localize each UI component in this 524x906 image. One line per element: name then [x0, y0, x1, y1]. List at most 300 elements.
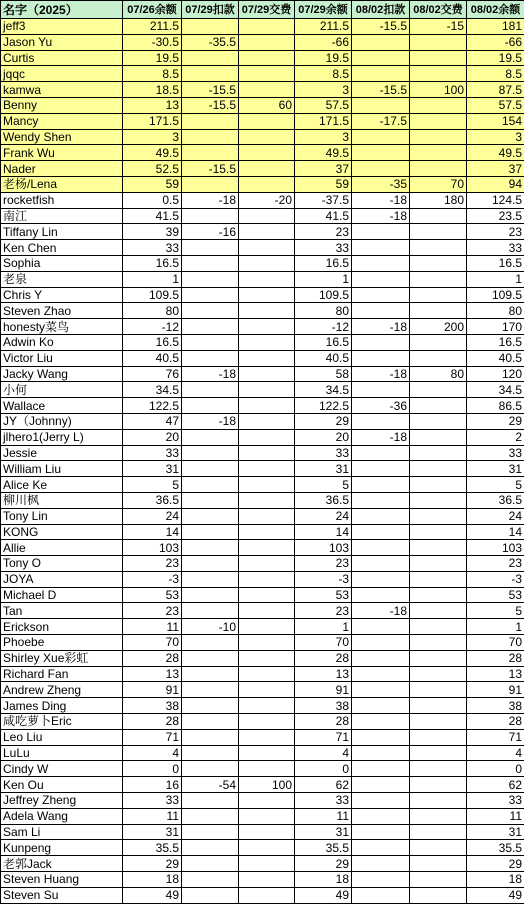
- balance-0802-cell[interactable]: 24: [467, 508, 524, 524]
- balance-0726-cell[interactable]: 16.5: [123, 255, 182, 271]
- balance-0726-cell[interactable]: 52.5: [123, 161, 182, 177]
- deduction-0802-cell[interactable]: [352, 761, 410, 777]
- payment-0802-cell[interactable]: [410, 429, 467, 445]
- payment-0729-cell[interactable]: [239, 477, 295, 493]
- balance-0802-cell[interactable]: 71: [467, 729, 524, 745]
- balance-0726-cell[interactable]: 4: [123, 745, 182, 761]
- name-cell[interactable]: kamwa: [1, 82, 123, 98]
- balance-0729-cell[interactable]: 0: [295, 761, 352, 777]
- deduction-0802-cell[interactable]: -35: [352, 176, 410, 192]
- deduction-0729-cell[interactable]: -15.5: [182, 82, 239, 98]
- deduction-0729-cell[interactable]: [182, 571, 239, 587]
- payment-0729-cell[interactable]: [239, 492, 295, 508]
- payment-0802-cell[interactable]: [410, 603, 467, 619]
- payment-0729-cell[interactable]: [239, 382, 295, 398]
- balance-0729-cell[interactable]: 70: [295, 635, 352, 651]
- payment-0729-cell[interactable]: [239, 303, 295, 319]
- balance-0729-cell[interactable]: 18: [295, 872, 352, 888]
- name-cell[interactable]: Sophia: [1, 255, 123, 271]
- balance-0729-cell[interactable]: 23: [295, 556, 352, 572]
- payment-0729-cell[interactable]: [239, 334, 295, 350]
- payment-0802-cell[interactable]: [410, 145, 467, 161]
- balance-0726-cell[interactable]: 71: [123, 729, 182, 745]
- balance-0802-cell[interactable]: 80: [467, 303, 524, 319]
- deduction-0802-cell[interactable]: -15.5: [352, 19, 410, 35]
- payment-0802-cell[interactable]: [410, 334, 467, 350]
- deduction-0802-cell[interactable]: [352, 540, 410, 556]
- payment-0729-cell[interactable]: [239, 50, 295, 66]
- payment-0802-cell[interactable]: [410, 761, 467, 777]
- balance-0729-cell[interactable]: 35.5: [295, 840, 352, 856]
- deduction-0729-cell[interactable]: [182, 429, 239, 445]
- balance-0802-cell[interactable]: 28: [467, 714, 524, 730]
- payment-0802-cell[interactable]: 180: [410, 192, 467, 208]
- deduction-0729-cell[interactable]: [182, 666, 239, 682]
- balance-0726-cell[interactable]: 18.5: [123, 82, 182, 98]
- balance-0729-cell[interactable]: 36.5: [295, 492, 352, 508]
- deduction-0729-cell[interactable]: [182, 176, 239, 192]
- name-cell[interactable]: KONG: [1, 524, 123, 540]
- balance-0726-cell[interactable]: 8.5: [123, 66, 182, 82]
- balance-0726-cell[interactable]: 171.5: [123, 113, 182, 129]
- balance-0802-cell[interactable]: 14: [467, 524, 524, 540]
- balance-0729-cell[interactable]: 211.5: [295, 19, 352, 35]
- deduction-0729-cell[interactable]: [182, 208, 239, 224]
- balance-0802-cell[interactable]: 23: [467, 556, 524, 572]
- balance-0802-cell[interactable]: 33: [467, 240, 524, 256]
- payment-0802-cell[interactable]: [410, 113, 467, 129]
- payment-0729-cell[interactable]: [239, 698, 295, 714]
- balance-0726-cell[interactable]: 109.5: [123, 287, 182, 303]
- balance-0729-cell[interactable]: 14: [295, 524, 352, 540]
- balance-0726-cell[interactable]: 5: [123, 477, 182, 493]
- name-cell[interactable]: rocketfish: [1, 192, 123, 208]
- deduction-0802-cell[interactable]: [352, 745, 410, 761]
- deduction-0802-cell[interactable]: [352, 682, 410, 698]
- balance-0726-cell[interactable]: 49.5: [123, 145, 182, 161]
- balance-0729-cell[interactable]: 33: [295, 793, 352, 809]
- payment-0802-cell[interactable]: [410, 461, 467, 477]
- balance-0726-cell[interactable]: 34.5: [123, 382, 182, 398]
- balance-0726-cell[interactable]: 1: [123, 271, 182, 287]
- balance-0726-cell[interactable]: 47: [123, 413, 182, 429]
- name-cell[interactable]: JOYA: [1, 571, 123, 587]
- payment-0729-cell[interactable]: [239, 887, 295, 903]
- deduction-0729-cell[interactable]: [182, 350, 239, 366]
- balance-0726-cell[interactable]: 13: [123, 666, 182, 682]
- payment-0729-cell[interactable]: [239, 729, 295, 745]
- payment-0729-cell[interactable]: [239, 524, 295, 540]
- balance-0802-cell[interactable]: 18: [467, 872, 524, 888]
- payment-0802-cell[interactable]: [410, 698, 467, 714]
- deduction-0729-cell[interactable]: [182, 650, 239, 666]
- deduction-0802-cell[interactable]: [352, 350, 410, 366]
- balance-0726-cell[interactable]: 28: [123, 714, 182, 730]
- deduction-0802-cell[interactable]: [352, 856, 410, 872]
- name-cell[interactable]: Chris Y: [1, 287, 123, 303]
- balance-0802-cell[interactable]: 154: [467, 113, 524, 129]
- balance-0729-cell[interactable]: 103: [295, 540, 352, 556]
- balance-0729-cell[interactable]: 41.5: [295, 208, 352, 224]
- balance-0729-cell[interactable]: 1: [295, 619, 352, 635]
- name-cell[interactable]: Adwin Ko: [1, 334, 123, 350]
- name-cell[interactable]: Richard Fan: [1, 666, 123, 682]
- deduction-0802-cell[interactable]: [352, 824, 410, 840]
- name-cell[interactable]: Andrew Zheng: [1, 682, 123, 698]
- name-cell[interactable]: JY（Johnny): [1, 413, 123, 429]
- payment-0729-cell[interactable]: [239, 208, 295, 224]
- deduction-0729-cell[interactable]: [182, 66, 239, 82]
- balance-0729-cell[interactable]: 29: [295, 413, 352, 429]
- balance-0729-cell[interactable]: -3: [295, 571, 352, 587]
- payment-0729-cell[interactable]: [239, 761, 295, 777]
- name-cell[interactable]: 咸吃萝卜Eric: [1, 714, 123, 730]
- payment-0729-cell[interactable]: [239, 240, 295, 256]
- deduction-0802-cell[interactable]: [352, 287, 410, 303]
- column-header-0802-balance[interactable]: 08/02余额: [467, 1, 524, 19]
- balance-0802-cell[interactable]: 2: [467, 429, 524, 445]
- balance-0802-cell[interactable]: 181: [467, 19, 524, 35]
- payment-0729-cell[interactable]: [239, 872, 295, 888]
- payment-0729-cell[interactable]: [239, 571, 295, 587]
- payment-0729-cell[interactable]: [239, 255, 295, 271]
- balance-0729-cell[interactable]: 71: [295, 729, 352, 745]
- payment-0802-cell[interactable]: [410, 682, 467, 698]
- deduction-0729-cell[interactable]: [182, 398, 239, 414]
- payment-0729-cell[interactable]: [239, 161, 295, 177]
- name-cell[interactable]: Wallace: [1, 398, 123, 414]
- name-cell[interactable]: Tony O: [1, 556, 123, 572]
- name-cell[interactable]: Leo Liu: [1, 729, 123, 745]
- balance-0802-cell[interactable]: 38: [467, 698, 524, 714]
- balance-0802-cell[interactable]: 31: [467, 824, 524, 840]
- balance-0726-cell[interactable]: 39: [123, 224, 182, 240]
- balance-0802-cell[interactable]: 28: [467, 650, 524, 666]
- name-cell[interactable]: honesty菜鸟: [1, 319, 123, 335]
- name-cell[interactable]: Steven Huang: [1, 872, 123, 888]
- balance-0729-cell[interactable]: 4: [295, 745, 352, 761]
- deduction-0802-cell[interactable]: [352, 524, 410, 540]
- payment-0802-cell[interactable]: [410, 287, 467, 303]
- name-cell[interactable]: Phoebe: [1, 635, 123, 651]
- payment-0802-cell[interactable]: 200: [410, 319, 467, 335]
- deduction-0729-cell[interactable]: [182, 635, 239, 651]
- balance-0726-cell[interactable]: 0: [123, 761, 182, 777]
- name-cell[interactable]: 老郭Jack: [1, 856, 123, 872]
- balance-0726-cell[interactable]: 23: [123, 556, 182, 572]
- balance-0726-cell[interactable]: 41.5: [123, 208, 182, 224]
- deduction-0802-cell[interactable]: -18: [352, 603, 410, 619]
- deduction-0802-cell[interactable]: [352, 556, 410, 572]
- payment-0729-cell[interactable]: [239, 319, 295, 335]
- balance-0726-cell[interactable]: 23: [123, 603, 182, 619]
- payment-0802-cell[interactable]: [410, 303, 467, 319]
- deduction-0802-cell[interactable]: [352, 635, 410, 651]
- payment-0802-cell[interactable]: [410, 66, 467, 82]
- deduction-0729-cell[interactable]: [182, 334, 239, 350]
- deduction-0729-cell[interactable]: [182, 887, 239, 903]
- payment-0729-cell[interactable]: [239, 840, 295, 856]
- balance-0802-cell[interactable]: 87.5: [467, 82, 524, 98]
- name-cell[interactable]: jeff3: [1, 19, 123, 35]
- deduction-0802-cell[interactable]: -15.5: [352, 82, 410, 98]
- deduction-0729-cell[interactable]: [182, 145, 239, 161]
- payment-0729-cell[interactable]: [239, 82, 295, 98]
- payment-0729-cell[interactable]: [239, 635, 295, 651]
- balance-0802-cell[interactable]: 23: [467, 224, 524, 240]
- balance-0802-cell[interactable]: 8.5: [467, 66, 524, 82]
- payment-0729-cell[interactable]: [239, 856, 295, 872]
- balance-0729-cell[interactable]: 23: [295, 603, 352, 619]
- balance-0726-cell[interactable]: 16: [123, 777, 182, 793]
- balance-0729-cell[interactable]: 11: [295, 808, 352, 824]
- payment-0729-cell[interactable]: [239, 603, 295, 619]
- deduction-0729-cell[interactable]: [182, 461, 239, 477]
- balance-0802-cell[interactable]: 170: [467, 319, 524, 335]
- name-cell[interactable]: 小何: [1, 382, 123, 398]
- deduction-0729-cell[interactable]: [182, 856, 239, 872]
- name-cell[interactable]: Adela Wang: [1, 808, 123, 824]
- deduction-0729-cell[interactable]: [182, 382, 239, 398]
- balance-0726-cell[interactable]: -3: [123, 571, 182, 587]
- deduction-0729-cell[interactable]: -15.5: [182, 97, 239, 113]
- balance-0802-cell[interactable]: 124.5: [467, 192, 524, 208]
- balance-0802-cell[interactable]: -3: [467, 571, 524, 587]
- balance-0729-cell[interactable]: 59: [295, 176, 352, 192]
- balance-0729-cell[interactable]: 23: [295, 224, 352, 240]
- deduction-0729-cell[interactable]: [182, 508, 239, 524]
- balance-0729-cell[interactable]: 29: [295, 856, 352, 872]
- balance-0802-cell[interactable]: 5: [467, 603, 524, 619]
- deduction-0729-cell[interactable]: -54: [182, 777, 239, 793]
- deduction-0729-cell[interactable]: [182, 840, 239, 856]
- balance-0802-cell[interactable]: 40.5: [467, 350, 524, 366]
- balance-0729-cell[interactable]: 20: [295, 429, 352, 445]
- balance-0729-cell[interactable]: 8.5: [295, 66, 352, 82]
- balance-0726-cell[interactable]: 33: [123, 240, 182, 256]
- balance-0802-cell[interactable]: 1: [467, 271, 524, 287]
- balance-0726-cell[interactable]: 18: [123, 872, 182, 888]
- name-cell[interactable]: Mancy: [1, 113, 123, 129]
- payment-0802-cell[interactable]: [410, 635, 467, 651]
- payment-0802-cell[interactable]: [410, 508, 467, 524]
- balance-0729-cell[interactable]: 58: [295, 366, 352, 382]
- payment-0802-cell[interactable]: [410, 587, 467, 603]
- deduction-0729-cell[interactable]: -18: [182, 413, 239, 429]
- balance-0729-cell[interactable]: 1: [295, 271, 352, 287]
- name-cell[interactable]: Michael D: [1, 587, 123, 603]
- column-header-0729-balance[interactable]: 07/29余额: [295, 1, 352, 19]
- balance-0729-cell[interactable]: 109.5: [295, 287, 352, 303]
- deduction-0729-cell[interactable]: [182, 50, 239, 66]
- payment-0802-cell[interactable]: 80: [410, 366, 467, 382]
- payment-0729-cell[interactable]: [239, 714, 295, 730]
- payment-0802-cell[interactable]: [410, 650, 467, 666]
- balance-0726-cell[interactable]: -30.5: [123, 34, 182, 50]
- payment-0802-cell[interactable]: [410, 714, 467, 730]
- deduction-0802-cell[interactable]: [352, 97, 410, 113]
- balance-0726-cell[interactable]: 29: [123, 856, 182, 872]
- name-cell[interactable]: Erickson: [1, 619, 123, 635]
- deduction-0802-cell[interactable]: [352, 413, 410, 429]
- balance-0726-cell[interactable]: 91: [123, 682, 182, 698]
- payment-0729-cell[interactable]: [239, 508, 295, 524]
- deduction-0802-cell[interactable]: [352, 461, 410, 477]
- name-cell[interactable]: Tan: [1, 603, 123, 619]
- balance-0802-cell[interactable]: 91: [467, 682, 524, 698]
- deduction-0802-cell[interactable]: [352, 224, 410, 240]
- balance-0726-cell[interactable]: 122.5: [123, 398, 182, 414]
- payment-0802-cell[interactable]: [410, 271, 467, 287]
- balance-0802-cell[interactable]: 57.5: [467, 97, 524, 113]
- name-cell[interactable]: James Ding: [1, 698, 123, 714]
- deduction-0802-cell[interactable]: [352, 477, 410, 493]
- name-cell[interactable]: Jacky Wang: [1, 366, 123, 382]
- deduction-0802-cell[interactable]: [352, 650, 410, 666]
- payment-0802-cell[interactable]: [410, 729, 467, 745]
- balance-0729-cell[interactable]: 37: [295, 161, 352, 177]
- deduction-0729-cell[interactable]: [182, 19, 239, 35]
- deduction-0729-cell[interactable]: -18: [182, 192, 239, 208]
- deduction-0729-cell[interactable]: [182, 587, 239, 603]
- payment-0729-cell[interactable]: [239, 413, 295, 429]
- payment-0802-cell[interactable]: [410, 129, 467, 145]
- name-cell[interactable]: Wendy Shen: [1, 129, 123, 145]
- balance-0802-cell[interactable]: 31: [467, 461, 524, 477]
- deduction-0802-cell[interactable]: -17.5: [352, 113, 410, 129]
- deduction-0729-cell[interactable]: [182, 524, 239, 540]
- deduction-0729-cell[interactable]: -16: [182, 224, 239, 240]
- payment-0802-cell[interactable]: [410, 808, 467, 824]
- column-header-0726-balance[interactable]: 07/26余额: [123, 1, 182, 19]
- balance-0729-cell[interactable]: 33: [295, 445, 352, 461]
- name-cell[interactable]: Jeffrey Zheng: [1, 793, 123, 809]
- balance-0802-cell[interactable]: 33: [467, 793, 524, 809]
- payment-0729-cell[interactable]: 100: [239, 777, 295, 793]
- payment-0729-cell[interactable]: [239, 66, 295, 82]
- payment-0802-cell[interactable]: [410, 350, 467, 366]
- payment-0729-cell[interactable]: [239, 176, 295, 192]
- balance-0726-cell[interactable]: 13: [123, 97, 182, 113]
- payment-0802-cell[interactable]: [410, 398, 467, 414]
- name-cell[interactable]: Sam Li: [1, 824, 123, 840]
- payment-0729-cell[interactable]: [239, 429, 295, 445]
- balance-0726-cell[interactable]: 76: [123, 366, 182, 382]
- deduction-0729-cell[interactable]: [182, 714, 239, 730]
- name-cell[interactable]: Steven Zhao: [1, 303, 123, 319]
- payment-0802-cell[interactable]: [410, 840, 467, 856]
- balance-0802-cell[interactable]: 53: [467, 587, 524, 603]
- payment-0802-cell[interactable]: [410, 224, 467, 240]
- balance-0729-cell[interactable]: -66: [295, 34, 352, 50]
- deduction-0802-cell[interactable]: [352, 445, 410, 461]
- balance-0726-cell[interactable]: 70: [123, 635, 182, 651]
- balance-0729-cell[interactable]: 16.5: [295, 334, 352, 350]
- balance-0729-cell[interactable]: 80: [295, 303, 352, 319]
- payment-0729-cell[interactable]: [239, 366, 295, 382]
- balance-0729-cell[interactable]: 13: [295, 666, 352, 682]
- balance-0802-cell[interactable]: 49: [467, 887, 524, 903]
- balance-0802-cell[interactable]: 35.5: [467, 840, 524, 856]
- payment-0729-cell[interactable]: [239, 145, 295, 161]
- name-cell[interactable]: Allie: [1, 540, 123, 556]
- balance-0802-cell[interactable]: 1: [467, 619, 524, 635]
- payment-0802-cell[interactable]: [410, 571, 467, 587]
- deduction-0802-cell[interactable]: [352, 729, 410, 745]
- name-cell[interactable]: Tiffany Lin: [1, 224, 123, 240]
- balance-0726-cell[interactable]: 31: [123, 461, 182, 477]
- deduction-0729-cell[interactable]: [182, 603, 239, 619]
- payment-0729-cell[interactable]: [239, 540, 295, 556]
- name-cell[interactable]: Frank Wu: [1, 145, 123, 161]
- balance-0726-cell[interactable]: 35.5: [123, 840, 182, 856]
- name-cell[interactable]: Curtis: [1, 50, 123, 66]
- deduction-0802-cell[interactable]: [352, 698, 410, 714]
- balance-0729-cell[interactable]: 19.5: [295, 50, 352, 66]
- payment-0802-cell[interactable]: [410, 413, 467, 429]
- payment-0802-cell[interactable]: [410, 445, 467, 461]
- name-cell[interactable]: 柳川枫: [1, 492, 123, 508]
- balance-0729-cell[interactable]: 3: [295, 129, 352, 145]
- deduction-0729-cell[interactable]: [182, 255, 239, 271]
- balance-0726-cell[interactable]: 103: [123, 540, 182, 556]
- column-header-0802-payment[interactable]: 08/02交费: [410, 1, 467, 19]
- balance-0802-cell[interactable]: 29: [467, 413, 524, 429]
- balance-0802-cell[interactable]: 33: [467, 445, 524, 461]
- deduction-0729-cell[interactable]: [182, 824, 239, 840]
- balance-0726-cell[interactable]: 11: [123, 808, 182, 824]
- deduction-0729-cell[interactable]: -35.5: [182, 34, 239, 50]
- payment-0729-cell[interactable]: [239, 34, 295, 50]
- balance-0726-cell[interactable]: 3: [123, 129, 182, 145]
- balance-0729-cell[interactable]: -12: [295, 319, 352, 335]
- balance-0726-cell[interactable]: 31: [123, 824, 182, 840]
- balance-0802-cell[interactable]: -66: [467, 34, 524, 50]
- balance-0726-cell[interactable]: 38: [123, 698, 182, 714]
- balance-0729-cell[interactable]: 34.5: [295, 382, 352, 398]
- deduction-0802-cell[interactable]: -18: [352, 366, 410, 382]
- balance-0729-cell[interactable]: 91: [295, 682, 352, 698]
- balance-0726-cell[interactable]: 33: [123, 793, 182, 809]
- payment-0802-cell[interactable]: [410, 492, 467, 508]
- payment-0802-cell[interactable]: [410, 97, 467, 113]
- deduction-0802-cell[interactable]: [352, 66, 410, 82]
- deduction-0729-cell[interactable]: [182, 287, 239, 303]
- deduction-0802-cell[interactable]: [352, 571, 410, 587]
- payment-0802-cell[interactable]: [410, 556, 467, 572]
- name-cell[interactable]: Benny: [1, 97, 123, 113]
- deduction-0729-cell[interactable]: -15.5: [182, 161, 239, 177]
- balance-0729-cell[interactable]: 62: [295, 777, 352, 793]
- deduction-0802-cell[interactable]: -18: [352, 429, 410, 445]
- balance-0729-cell[interactable]: 38: [295, 698, 352, 714]
- payment-0729-cell[interactable]: [239, 619, 295, 635]
- balance-0729-cell[interactable]: 28: [295, 650, 352, 666]
- deduction-0802-cell[interactable]: [352, 240, 410, 256]
- deduction-0729-cell[interactable]: [182, 872, 239, 888]
- balance-0729-cell[interactable]: 31: [295, 461, 352, 477]
- balance-0802-cell[interactable]: 37: [467, 161, 524, 177]
- balance-0729-cell[interactable]: -37.5: [295, 192, 352, 208]
- balance-0729-cell[interactable]: 122.5: [295, 398, 352, 414]
- balance-0729-cell[interactable]: 16.5: [295, 255, 352, 271]
- payment-0729-cell[interactable]: [239, 271, 295, 287]
- balance-0802-cell[interactable]: 94: [467, 176, 524, 192]
- payment-0729-cell[interactable]: [239, 793, 295, 809]
- balance-0729-cell[interactable]: 49: [295, 887, 352, 903]
- name-cell[interactable]: Shirley Xue彩虹: [1, 650, 123, 666]
- payment-0802-cell[interactable]: [410, 50, 467, 66]
